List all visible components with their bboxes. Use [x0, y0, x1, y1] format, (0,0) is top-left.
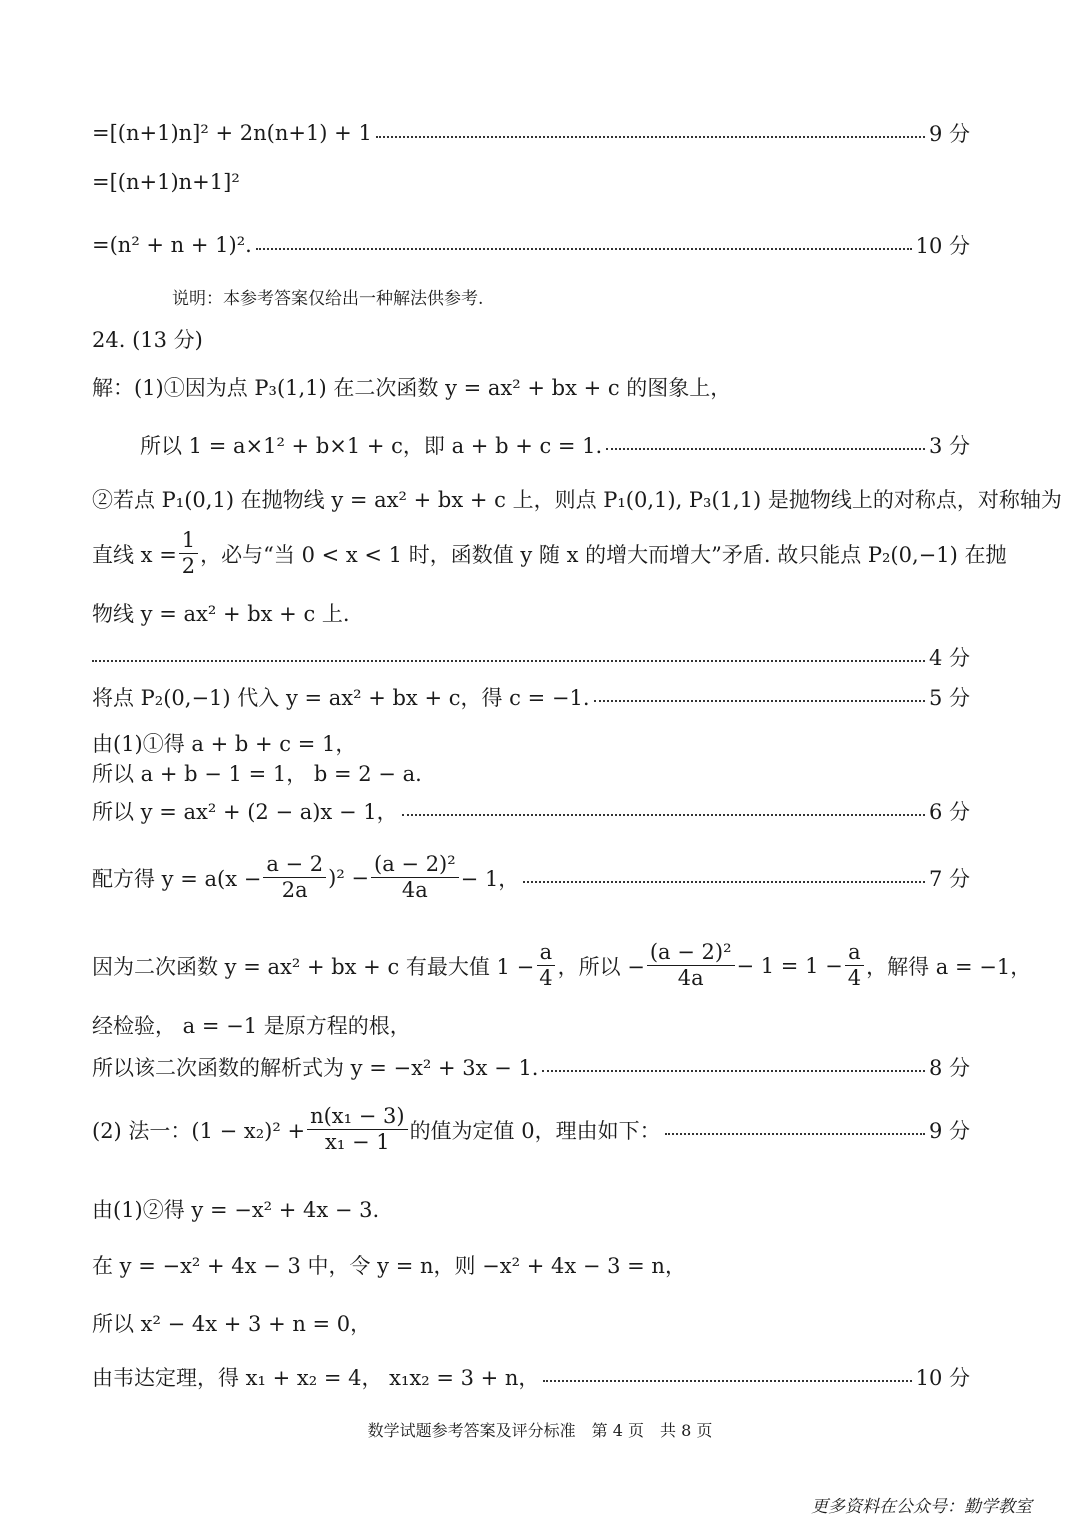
text-segment: ，必与“当 0 < x < 1 时，函数值 y 随 x 的增大而增大”矛盾. 故只能点 P₂(0,−1) 在抛: [200, 542, 1007, 567]
answer-line-2: =[(n+1)n+1]²: [92, 170, 240, 194]
fraction: [307, 1104, 407, 1155]
dot-leader: [376, 136, 925, 138]
dot-leader: [523, 881, 925, 883]
fraction: [263, 852, 326, 903]
denominator: 2a: [281, 878, 308, 903]
fraction: [845, 940, 864, 991]
text-segment: 的值为定值 0，理由如下：: [409, 1118, 661, 1143]
equation: 所以 y = ax² + (2 − a)x − 1，: [92, 800, 398, 824]
score: 9 分: [928, 1118, 970, 1143]
denominator: 2: [181, 554, 196, 579]
solution-line: 在 y = −x² + 4x − 3 中，令 y = n，则 −x² + 4x − 3 = n，: [92, 1254, 686, 1278]
page-footer: 数学试题参考答案及评分标准 第 4 页 共 8 页: [367, 1421, 713, 1440]
score: 4 分: [928, 646, 970, 670]
equation: 将点 P₂(0,−1) 代入 y = ax² + bx + c，得 c = −1.: [92, 686, 590, 710]
equation: 所以该二次函数的解析式为 y = −x² + 3x − 1.: [92, 1056, 539, 1080]
score: 5 分: [928, 686, 970, 710]
score: 10 分: [915, 234, 970, 258]
numerator: (a − 2)²: [371, 852, 459, 878]
solution-line: [92, 528, 1007, 579]
watermark: 更多资料在公众号：勤学教室: [811, 1497, 1032, 1517]
numerator: (a − 2)²: [647, 940, 735, 966]
solution-line: 解：(1)①因为点 P₃(1,1) 在二次函数 y = ax² + bx + c 的图象上，: [92, 376, 732, 400]
dot-leader: [256, 248, 912, 250]
solution-line: 所以 x² − 4x + 3 + n = 0，: [92, 1312, 372, 1336]
numerator: a: [537, 940, 556, 966]
text-segment: 因为二次函数 y = ax² + bx + c 有最大值 1 −: [92, 954, 535, 979]
fraction: [647, 940, 735, 991]
denominator: x₁ − 1: [325, 1130, 390, 1155]
score: 9 分: [928, 122, 970, 146]
equation: [92, 1104, 661, 1155]
text-segment: − 1 = 1 −: [736, 953, 843, 978]
score-line: [92, 642, 970, 672]
score: 7 分: [928, 866, 970, 891]
solution-line: [92, 682, 970, 712]
solution-line: 由(1)①得 a + b + c = 1，: [92, 732, 357, 756]
score: 10 分: [915, 1366, 970, 1390]
dot-leader: [542, 1070, 924, 1072]
dot-leader: [92, 660, 925, 662]
solution-line: [92, 940, 1031, 991]
dot-leader: [543, 1380, 911, 1382]
denominator: 4: [539, 966, 553, 991]
solution-line: ②若点 P₁(0,1) 在抛物线 y = ax² + bx + c 上，则点 P₁(0,1), P₃(1,1) 是抛物线上的对称点，对称轴为: [92, 488, 1062, 512]
numerator: n(x₁ − 3): [307, 1104, 407, 1130]
numerator: 1: [179, 528, 198, 554]
question-24-header: 24. (13 分): [92, 328, 203, 352]
text-segment: 配方得 y = a(x −: [92, 866, 262, 891]
solution-line: 物线 y = ax² + bx + c 上.: [92, 602, 350, 626]
solution-line: [92, 852, 970, 903]
text-segment: ，解得 a = −1，: [866, 954, 1032, 979]
note: 说明：本参考答案仅给出一种解法供参考.: [172, 289, 484, 309]
numerator: a − 2: [263, 852, 326, 878]
dot-leader: [402, 814, 925, 816]
dot-leader: [606, 448, 925, 450]
equation: =(n² + n + 1)².: [92, 233, 252, 257]
denominator: 4a: [677, 966, 704, 991]
fraction: [179, 528, 198, 579]
solution-line: 经检验， a = −1 是原方程的根，: [92, 1014, 411, 1038]
text-segment: − 1，: [460, 866, 520, 891]
numerator: a: [845, 940, 864, 966]
score: 6 分: [928, 800, 970, 824]
score: 3 分: [928, 434, 970, 458]
solution-line: [140, 430, 970, 460]
solution-line: 由(1)②得 y = −x² + 4x − 3.: [92, 1198, 380, 1222]
equation: 由韦达定理，得 x₁ + x₂ = 4， x₁x₂ = 3 + n，: [92, 1366, 540, 1390]
equation: 所以 1 = a×1² + b×1 + c，即 a + b + c = 1.: [140, 434, 603, 458]
solution-line: [92, 796, 970, 826]
dot-leader: [594, 700, 925, 702]
denominator: 4: [847, 966, 862, 991]
solution-line: [92, 1052, 970, 1082]
solution-line: 所以 a + b − 1 = 1， b = 2 − a.: [92, 762, 422, 786]
fraction: [371, 852, 459, 903]
fraction: [536, 940, 555, 991]
text-segment: 直线 x =: [92, 542, 177, 567]
score: 8 分: [928, 1056, 970, 1080]
text-segment: )² −: [328, 865, 370, 890]
answer-line-3: [92, 230, 970, 260]
text-segment: ，所以 −: [557, 954, 645, 979]
denominator: 4a: [401, 878, 428, 903]
solution-line: [92, 1362, 970, 1392]
equation: =[(n+1)n]² + 2n(n+1) + 1: [92, 121, 372, 145]
dot-leader: [665, 1133, 925, 1135]
solution-line: [92, 1104, 970, 1155]
answer-line-1: [92, 118, 970, 148]
equation: [92, 852, 519, 903]
text-segment: (2) 法一：(1 − x₂)² +: [92, 1118, 306, 1143]
